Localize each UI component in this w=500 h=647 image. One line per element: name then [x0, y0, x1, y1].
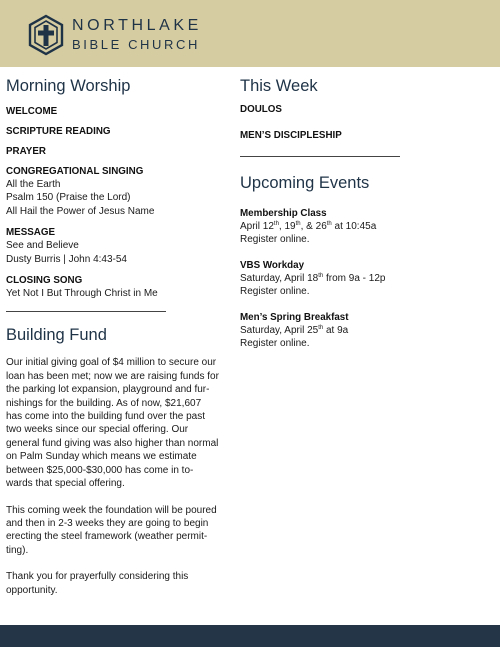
song-item: All Hail the Power of Jesus Name [6, 205, 155, 217]
right-column [240, 76, 440, 350]
text-line: loan has been met; now we are raising funds for [6, 370, 219, 382]
event-date: April 12th, 19th, & 26th at 10:45a [240, 221, 377, 232]
header-band [0, 0, 500, 67]
message-reference: Dusty Burris | John 4:43-54 [6, 253, 127, 265]
cross-badge-icon [27, 14, 65, 56]
scripture-heading: SCRIPTURE READING [6, 126, 111, 137]
song-item: All the Earth [6, 179, 61, 190]
this-week-item: DOULOS [240, 104, 282, 115]
event-date: Saturday, April 25th at 9a [240, 324, 349, 336]
message-heading: MESSAGE [6, 227, 55, 239]
upcoming-events-title: Upcoming Events [240, 174, 370, 192]
text-line: wards that special offering. [6, 478, 125, 490]
event-name: VBS Workday [240, 259, 305, 271]
text-line: nishings for the building. As of now, $21,607 [6, 397, 202, 409]
closing-song: Yet Not I But Through Christ in Me [6, 288, 158, 300]
fund-paragraph-3 [6, 570, 228, 597]
church-name [72, 16, 202, 54]
left-column [6, 76, 228, 597]
text-line: between $25,000-$30,000 has come in to- [6, 464, 194, 476]
building-fund-title: Building Fund [6, 326, 107, 345]
text-line: two weeks since our special offering. Our [6, 424, 189, 436]
text-line: has come into the building fund over the past [6, 411, 206, 423]
event-register-note: Register online. [240, 286, 310, 298]
event-date: Saturday, April 18th from 9a - 12p [240, 272, 386, 284]
event-register-note: Register online. [240, 234, 310, 246]
text-line: the parking lot expansion, playground and fur- [6, 384, 210, 396]
fund-paragraph-2 [6, 504, 228, 558]
church-name-line1: NORTHLAKE [72, 17, 202, 34]
church-name-line2: BIBLE CHURCH [72, 37, 200, 52]
welcome-heading: WELCOME [6, 106, 58, 117]
text-line: opportunity. [6, 584, 58, 596]
text-line: on Palm Sunday which means we estimate [6, 451, 197, 463]
text-line: erecting the steel framework (weather permit- [6, 531, 208, 543]
morning-worship-title: Morning Worship [6, 77, 131, 95]
song-item: Psalm 150 (Praise the Lord) [6, 192, 131, 204]
text-line: This coming week the foundation will be poured [6, 504, 217, 516]
text-line: Thank you for prayerfully considering this [6, 571, 189, 583]
this-week-item: MEN’S DISCIPLESHIP [240, 130, 342, 141]
event-name: Men’s Spring Breakfast [240, 311, 349, 323]
footer-band [0, 625, 500, 647]
text-line: Our initial giving goal of $4 million to secure our [6, 357, 217, 369]
this-week-title: This Week [240, 77, 318, 95]
fund-paragraph-1 [6, 356, 228, 490]
singing-heading: CONGREGATIONAL SINGING [6, 166, 144, 177]
event-register-note: Register online. [240, 338, 310, 350]
prayer-heading: PRAYER [6, 146, 46, 157]
closing-heading: CLOSING SONG [6, 275, 83, 287]
text-line: general fund giving was also higher than normal [6, 437, 219, 449]
text-line: and then in 2-3 weeks they are going to begin [6, 517, 209, 529]
event-name: Membership Class [240, 208, 327, 219]
message-title: See and Believe [6, 240, 79, 252]
text-line: ting). [6, 544, 29, 556]
